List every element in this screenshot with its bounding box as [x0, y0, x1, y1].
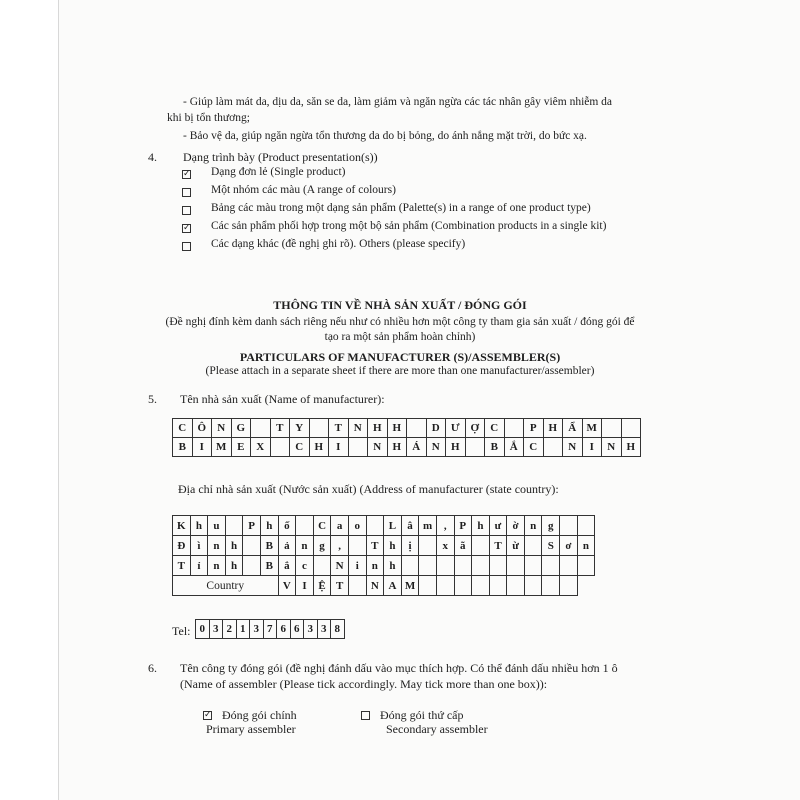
- country-cell: [454, 576, 472, 596]
- presentation-option-checkbox[interactable]: [182, 188, 191, 197]
- name-grid-cell: Ẩ: [563, 419, 583, 438]
- name-grid-cell: T: [270, 419, 290, 438]
- address-grid-cell: [296, 516, 314, 536]
- address-grid-cell: â: [401, 516, 419, 536]
- address-grid-cell: [524, 556, 542, 576]
- address-grid-cell: [419, 556, 437, 576]
- address-grid-cell: C: [313, 516, 331, 536]
- country-cell: [472, 576, 490, 596]
- address-grid-cell: K: [173, 516, 191, 536]
- name-grid-cell: [465, 438, 485, 457]
- address-grid-cell: N: [331, 556, 349, 576]
- tel-digit-cell: 3: [209, 620, 223, 639]
- address-grid-cell: n: [208, 536, 226, 556]
- country-cell: V: [278, 576, 296, 596]
- address-grid-cell: [472, 536, 490, 556]
- name-grid-cell: Ư: [446, 419, 466, 438]
- presentation-option-checkbox[interactable]: [182, 242, 191, 251]
- address-grid-row: [173, 536, 595, 556]
- name-grid-cell: H: [621, 438, 641, 457]
- address-grid-cell: h: [190, 516, 208, 536]
- address-grid-cell: T: [366, 536, 384, 556]
- country-cell: [542, 576, 560, 596]
- address-grid-cell: [419, 536, 437, 556]
- name-grid-cell: E: [231, 438, 251, 457]
- name-grid-cell: M: [212, 438, 232, 457]
- name-grid-cell: I: [329, 438, 349, 457]
- intro-line-1: - Giúp làm mát da, dịu da, săn se da, làm giảm và ngăn ngừa các tác nhân gây viêm nhiễm da: [183, 96, 613, 108]
- name-grid-cell: [407, 419, 427, 438]
- address-grid-cell: h: [225, 556, 243, 576]
- name-grid-cell: H: [543, 419, 563, 438]
- address-grid-cell: ị: [401, 536, 419, 556]
- address-grid-cell: g: [542, 516, 560, 536]
- name-grid-cell: H: [387, 419, 407, 438]
- address-grid-cell: B: [260, 556, 278, 576]
- tel-label: Tel:: [172, 624, 191, 638]
- presentation-option-checkbox[interactable]: ✓: [183, 223, 191, 233]
- tel-digit-cell: 7: [263, 620, 277, 639]
- address-grid-cell: g: [313, 536, 331, 556]
- address-grid-cell: ,: [331, 536, 349, 556]
- name-grid-cell: Ắ: [504, 438, 524, 457]
- name-grid-cell: C: [524, 438, 544, 457]
- tel-digit-row: [196, 620, 345, 639]
- name-grid-row: [173, 419, 641, 438]
- tel-grid: [195, 619, 345, 639]
- address-grid-cell: [507, 556, 525, 576]
- address-grid-cell: o: [348, 516, 366, 536]
- tel-digit-cell: 8: [331, 620, 345, 639]
- address-grid-cell: ờ: [507, 516, 525, 536]
- section-5-number: 5.: [148, 392, 157, 406]
- address-grid-cell: h: [472, 516, 490, 536]
- manufacturer-note-vi-2: tạo ra một sản phẩm hoàn chỉnh): [324, 331, 476, 343]
- country-cell: [524, 576, 542, 596]
- address-grid-cell: [577, 516, 595, 536]
- section-4-number: 4.: [148, 150, 157, 164]
- tel-digit-cell: 1: [236, 620, 250, 639]
- primary-assembler-en: Primary assembler: [206, 722, 296, 736]
- address-grid-cell: [243, 536, 261, 556]
- address-grid-cell: [472, 556, 490, 576]
- address-grid-cell: [454, 556, 472, 576]
- intro-line-2: khi bị tổn thương;: [167, 112, 250, 124]
- name-grid-cell: T: [329, 419, 349, 438]
- name-grid-cell: P: [524, 419, 544, 438]
- manufacturer-title-vi: THÔNG TIN VỀ NHÀ SẢN XUẤT / ĐÓNG GÓI: [273, 298, 527, 312]
- address-grid-cell: n: [208, 556, 226, 576]
- address-grid-cell: ắ: [278, 556, 296, 576]
- name-grid-cell: X: [251, 438, 271, 457]
- section-4-title: Dạng trình bày (Product presentation(s)): [183, 150, 378, 164]
- name-grid-cell: H: [387, 438, 407, 457]
- country-cell: [489, 576, 507, 596]
- country-cell: N: [366, 576, 384, 596]
- manufacturer-title-en: PARTICULARS OF MANUFACTURER (S)/ASSEMBLER(S): [239, 350, 561, 364]
- address-grid-row: [173, 556, 595, 576]
- tel-digit-cell: 3: [317, 620, 331, 639]
- tel-digit-cell: 0: [196, 620, 210, 639]
- manufacturer-note-vi-1: (Đề nghị đính kèm danh sách riêng nếu như có nhiều hơn một công ty tham gia sản xuất / đóng gói để: [165, 316, 635, 328]
- country-cell: [560, 576, 578, 596]
- name-grid-cell: H: [368, 419, 388, 438]
- country-cell: M: [401, 576, 419, 596]
- assembler-line-1: Tên công ty đóng gói (đề nghị đánh dấu vào mục thích hợp. Có thể đánh dấu nhiều hơn 1 ô: [180, 661, 618, 675]
- name-grid-cell: B: [173, 438, 193, 457]
- address-grid-cell: ,: [436, 516, 454, 536]
- address-grid-cell: ư: [489, 516, 507, 536]
- manufacturer-address-grid: [172, 515, 595, 596]
- secondary-assembler-vi: Đóng gói thứ cấp: [380, 708, 464, 722]
- tel-digit-cell: 6: [290, 620, 304, 639]
- address-grid-cell: [436, 556, 454, 576]
- intro-line-3: - Bảo vệ da, giúp ngăn ngừa tổn thương da do bị bỏng, do ánh nắng mặt trời, do bức xạ.: [183, 130, 587, 142]
- name-grid-cell: [270, 438, 290, 457]
- address-grid-cell: ừ: [507, 536, 525, 556]
- name-grid-cell: N: [602, 438, 622, 457]
- manufacturer-name-grid: [172, 418, 641, 457]
- address-grid-cell: T: [173, 556, 191, 576]
- presentation-option-label: Các sản phẩm phối hợp trong một bộ sản phẩm (Combination products in a single kit): [211, 220, 607, 232]
- name-grid-cell: Á: [407, 438, 427, 457]
- name-grid-cell: C: [173, 419, 193, 438]
- address-grid-cell: S: [542, 536, 560, 556]
- address-grid-cell: [577, 556, 595, 576]
- section-6-number: 6.: [148, 661, 157, 675]
- address-grid-cell: [243, 556, 261, 576]
- assembler-line-2: (Name of assembler (Please tick accordingly. May tick more than one box)):: [180, 677, 548, 691]
- manufacturer-name-label: Tên nhà sản xuất (Name of manufacturer):: [180, 392, 385, 406]
- name-grid-cell: [504, 419, 524, 438]
- address-grid-cell: Đ: [173, 536, 191, 556]
- tel-digit-cell: 3: [250, 620, 264, 639]
- address-grid-cell: ã: [454, 536, 472, 556]
- address-grid-cell: n: [296, 536, 314, 556]
- country-label: Country: [173, 576, 279, 596]
- name-grid-cell: C: [290, 438, 310, 457]
- country-cell: Ệ: [313, 576, 331, 596]
- name-grid-cell: Ô: [192, 419, 212, 438]
- address-grid-cell: h: [225, 536, 243, 556]
- address-grid-cell: ố: [278, 516, 296, 536]
- presentation-option-checkbox[interactable]: ✓: [183, 169, 191, 179]
- address-grid-cell: [348, 536, 366, 556]
- address-grid-cell: [489, 556, 507, 576]
- address-grid-cell: u: [208, 516, 226, 536]
- name-grid-cell: Y: [290, 419, 310, 438]
- country-cell: T: [331, 576, 349, 596]
- name-grid-cell: N: [563, 438, 583, 457]
- address-grid-cell: n: [366, 556, 384, 576]
- address-grid-cell: [560, 516, 578, 536]
- address-grid-cell: c: [296, 556, 314, 576]
- address-grid-cell: P: [454, 516, 472, 536]
- manufacturer-note-en: (Please attach in a separate sheet if there are more than one manufacturer/assembler): [205, 365, 595, 377]
- name-grid-cell: N: [426, 438, 446, 457]
- name-grid-cell: H: [309, 438, 329, 457]
- address-grid-cell: ì: [190, 536, 208, 556]
- name-grid-cell: [309, 419, 329, 438]
- address-grid-cell: ả: [278, 536, 296, 556]
- name-grid-cell: I: [192, 438, 212, 457]
- name-grid-cell: [348, 438, 368, 457]
- country-cell: [507, 576, 525, 596]
- presentation-option-checkbox[interactable]: [182, 206, 191, 215]
- name-grid-cell: I: [582, 438, 602, 457]
- address-grid-cell: L: [384, 516, 402, 536]
- country-cell: [419, 576, 437, 596]
- address-grid-cell: h: [384, 556, 402, 576]
- name-grid-cell: H: [446, 438, 466, 457]
- tel-digit-cell: 6: [277, 620, 291, 639]
- country-cell: A: [384, 576, 402, 596]
- name-grid-cell: M: [582, 419, 602, 438]
- name-grid-cell: N: [368, 438, 388, 457]
- presentation-option-label: Các dạng khác (đề nghị ghi rõ). Others (please specify): [211, 238, 466, 250]
- address-grid-cell: [225, 516, 243, 536]
- address-grid-cell: P: [243, 516, 261, 536]
- address-grid-cell: n: [577, 536, 595, 556]
- name-grid-cell: N: [212, 419, 232, 438]
- name-grid-cell: B: [485, 438, 505, 457]
- address-grid-cell: i: [348, 556, 366, 576]
- address-grid-cell: [542, 556, 560, 576]
- country-row: [173, 576, 595, 596]
- address-grid-cell: x: [436, 536, 454, 556]
- address-grid-cell: ỉ: [190, 556, 208, 576]
- address-grid-cell: m: [419, 516, 437, 536]
- name-grid-cell: G: [231, 419, 251, 438]
- name-grid-cell: Ợ: [465, 419, 485, 438]
- address-grid-row: [173, 516, 595, 536]
- address-grid-cell: [366, 516, 384, 536]
- address-grid-cell: B: [260, 536, 278, 556]
- secondary-assembler-checkbox[interactable]: [361, 711, 370, 720]
- name-grid-cell: [602, 419, 622, 438]
- address-grid-cell: n: [524, 516, 542, 536]
- country-cell: I: [296, 576, 314, 596]
- tel-digit-cell: 2: [223, 620, 237, 639]
- address-grid-cell: h: [384, 536, 402, 556]
- name-grid-cell: [251, 419, 271, 438]
- address-grid-cell: [524, 536, 542, 556]
- country-cell: [348, 576, 366, 596]
- presentation-option-label: Một nhóm các màu (A range of colours): [211, 184, 396, 196]
- presentation-option-label: Dạng đơn lẻ (Single product): [211, 166, 346, 178]
- tel-digit-cell: 3: [304, 620, 318, 639]
- name-grid-cell: N: [348, 419, 368, 438]
- presentation-option-label: Bảng các màu trong một dạng sản phẩm (Palette(s) in a range of one product type): [211, 202, 591, 214]
- manufacturer-address-label: Địa chỉ nhà sản xuất (Nước sản xuất) (Address of manufacturer (state country):: [178, 482, 559, 496]
- country-cell: [436, 576, 454, 596]
- address-grid-cell: [401, 556, 419, 576]
- name-grid-cell: [543, 438, 563, 457]
- address-grid-cell: T: [489, 536, 507, 556]
- primary-assembler-checkbox[interactable]: ✓: [204, 710, 212, 720]
- address-grid-cell: h: [260, 516, 278, 536]
- address-grid-cell: ơ: [560, 536, 578, 556]
- address-grid-cell: [313, 556, 331, 576]
- address-grid-cell: [560, 556, 578, 576]
- secondary-assembler-en: Secondary assembler: [386, 722, 488, 736]
- address-grid-cell: a: [331, 516, 349, 536]
- name-grid-cell: C: [485, 419, 505, 438]
- name-grid-row: [173, 438, 641, 457]
- name-grid-cell: D: [426, 419, 446, 438]
- primary-assembler-vi: Đóng gói chính: [222, 708, 297, 722]
- name-grid-cell: [621, 419, 641, 438]
